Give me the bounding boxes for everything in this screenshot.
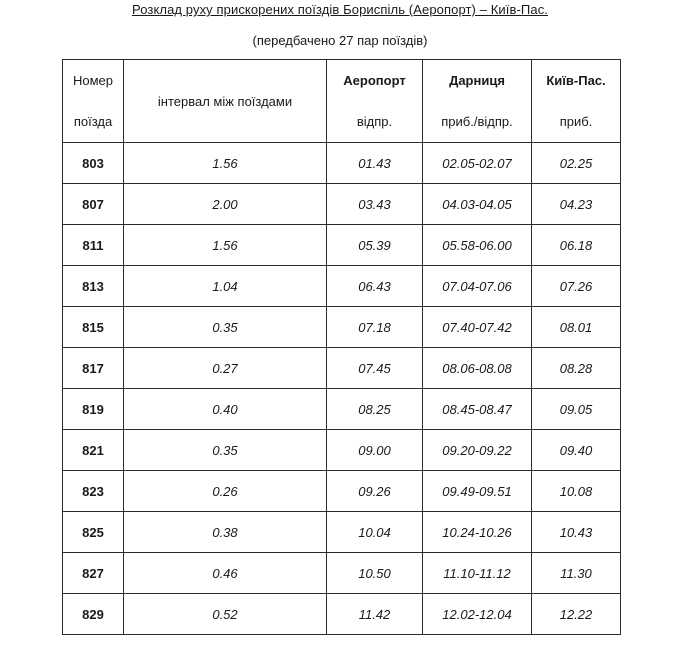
cell-airport-departure: 05.39 (327, 225, 423, 266)
cell-interval: 0.27 (124, 348, 327, 389)
cell-airport-departure: 09.00 (327, 430, 423, 471)
header-darnytsia-arr-dep: приб./відпр. (423, 101, 532, 143)
cell-kyiv-arrival: 12.22 (532, 594, 621, 635)
page-title: Розклад руху прискорених поїздів Бориспіль (Аеропорт) – Київ-Пас. (132, 2, 548, 17)
cell-interval: 0.46 (124, 553, 327, 594)
cell-darnytsia-arr-dep: 02.05-02.07 (423, 143, 532, 184)
cell-kyiv-arrival: 11.30 (532, 553, 621, 594)
cell-kyiv-arrival: 10.43 (532, 512, 621, 553)
cell-interval: 1.56 (124, 143, 327, 184)
cell-kyiv-arrival: 08.28 (532, 348, 621, 389)
schedule-table (62, 59, 621, 635)
header-train-number: Номер (63, 60, 124, 102)
cell-train-number: 821 (63, 430, 124, 471)
cell-interval: 0.35 (124, 307, 327, 348)
table-row (63, 471, 621, 512)
cell-interval: 0.40 (124, 389, 327, 430)
cell-darnytsia-arr-dep: 07.04-07.06 (423, 266, 532, 307)
cell-airport-departure: 01.43 (327, 143, 423, 184)
cell-darnytsia-arr-dep: 05.58-06.00 (423, 225, 532, 266)
cell-train-number: 807 (63, 184, 124, 225)
cell-darnytsia-arr-dep: 10.24-10.26 (423, 512, 532, 553)
header-row-top (63, 60, 621, 102)
cell-darnytsia-arr-dep: 07.40-07.42 (423, 307, 532, 348)
cell-airport-departure: 07.45 (327, 348, 423, 389)
cell-interval: 0.26 (124, 471, 327, 512)
table-row (63, 594, 621, 635)
cell-kyiv-arrival: 09.05 (532, 389, 621, 430)
table-row (63, 143, 621, 184)
schedule-body (63, 60, 621, 635)
header-darnytsia: Дарниця (423, 60, 532, 102)
cell-train-number: 811 (63, 225, 124, 266)
header-kyiv: Київ-Пас. (532, 60, 621, 102)
table-row (63, 553, 621, 594)
cell-train-number: 827 (63, 553, 124, 594)
table-row (63, 266, 621, 307)
table-row (63, 225, 621, 266)
table-row (63, 512, 621, 553)
cell-interval: 1.04 (124, 266, 327, 307)
cell-train-number: 817 (63, 348, 124, 389)
header-airport: Аеропорт (327, 60, 423, 102)
cell-darnytsia-arr-dep: 11.10-11.12 (423, 553, 532, 594)
table-row (63, 430, 621, 471)
header-airport-departure: відпр. (327, 101, 423, 143)
cell-kyiv-arrival: 06.18 (532, 225, 621, 266)
cell-interval: 0.52 (124, 594, 327, 635)
cell-train-number: 813 (63, 266, 124, 307)
table-row (63, 307, 621, 348)
cell-train-number: 823 (63, 471, 124, 512)
table-row (63, 389, 621, 430)
cell-airport-departure: 03.43 (327, 184, 423, 225)
cell-kyiv-arrival: 02.25 (532, 143, 621, 184)
cell-kyiv-arrival: 04.23 (532, 184, 621, 225)
page-subtitle: (передбачено 27 пар поїздів) (252, 33, 428, 48)
cell-kyiv-arrival: 09.40 (532, 430, 621, 471)
cell-kyiv-arrival: 08.01 (532, 307, 621, 348)
cell-interval: 2.00 (124, 184, 327, 225)
header-interval: інтервал між поїздами (124, 60, 327, 143)
cell-kyiv-arrival: 07.26 (532, 266, 621, 307)
cell-interval: 0.35 (124, 430, 327, 471)
header-train-label: поїзда (63, 101, 124, 143)
cell-train-number: 829 (63, 594, 124, 635)
cell-interval: 1.56 (124, 225, 327, 266)
cell-airport-departure: 07.18 (327, 307, 423, 348)
cell-darnytsia-arr-dep: 12.02-12.04 (423, 594, 532, 635)
cell-darnytsia-arr-dep: 04.03-04.05 (423, 184, 532, 225)
cell-airport-departure: 10.50 (327, 553, 423, 594)
cell-kyiv-arrival: 10.08 (532, 471, 621, 512)
cell-darnytsia-arr-dep: 08.06-08.08 (423, 348, 532, 389)
cell-airport-departure: 08.25 (327, 389, 423, 430)
cell-train-number: 815 (63, 307, 124, 348)
cell-interval: 0.38 (124, 512, 327, 553)
cell-airport-departure: 10.04 (327, 512, 423, 553)
cell-train-number: 819 (63, 389, 124, 430)
table-row (63, 348, 621, 389)
table-row (63, 184, 621, 225)
cell-airport-departure: 06.43 (327, 266, 423, 307)
cell-airport-departure: 11.42 (327, 594, 423, 635)
cell-airport-departure: 09.26 (327, 471, 423, 512)
cell-train-number: 803 (63, 143, 124, 184)
cell-darnytsia-arr-dep: 09.20-09.22 (423, 430, 532, 471)
cell-darnytsia-arr-dep: 08.45-08.47 (423, 389, 532, 430)
cell-train-number: 825 (63, 512, 124, 553)
header-kyiv-arrival: приб. (532, 101, 621, 143)
cell-darnytsia-arr-dep: 09.49-09.51 (423, 471, 532, 512)
